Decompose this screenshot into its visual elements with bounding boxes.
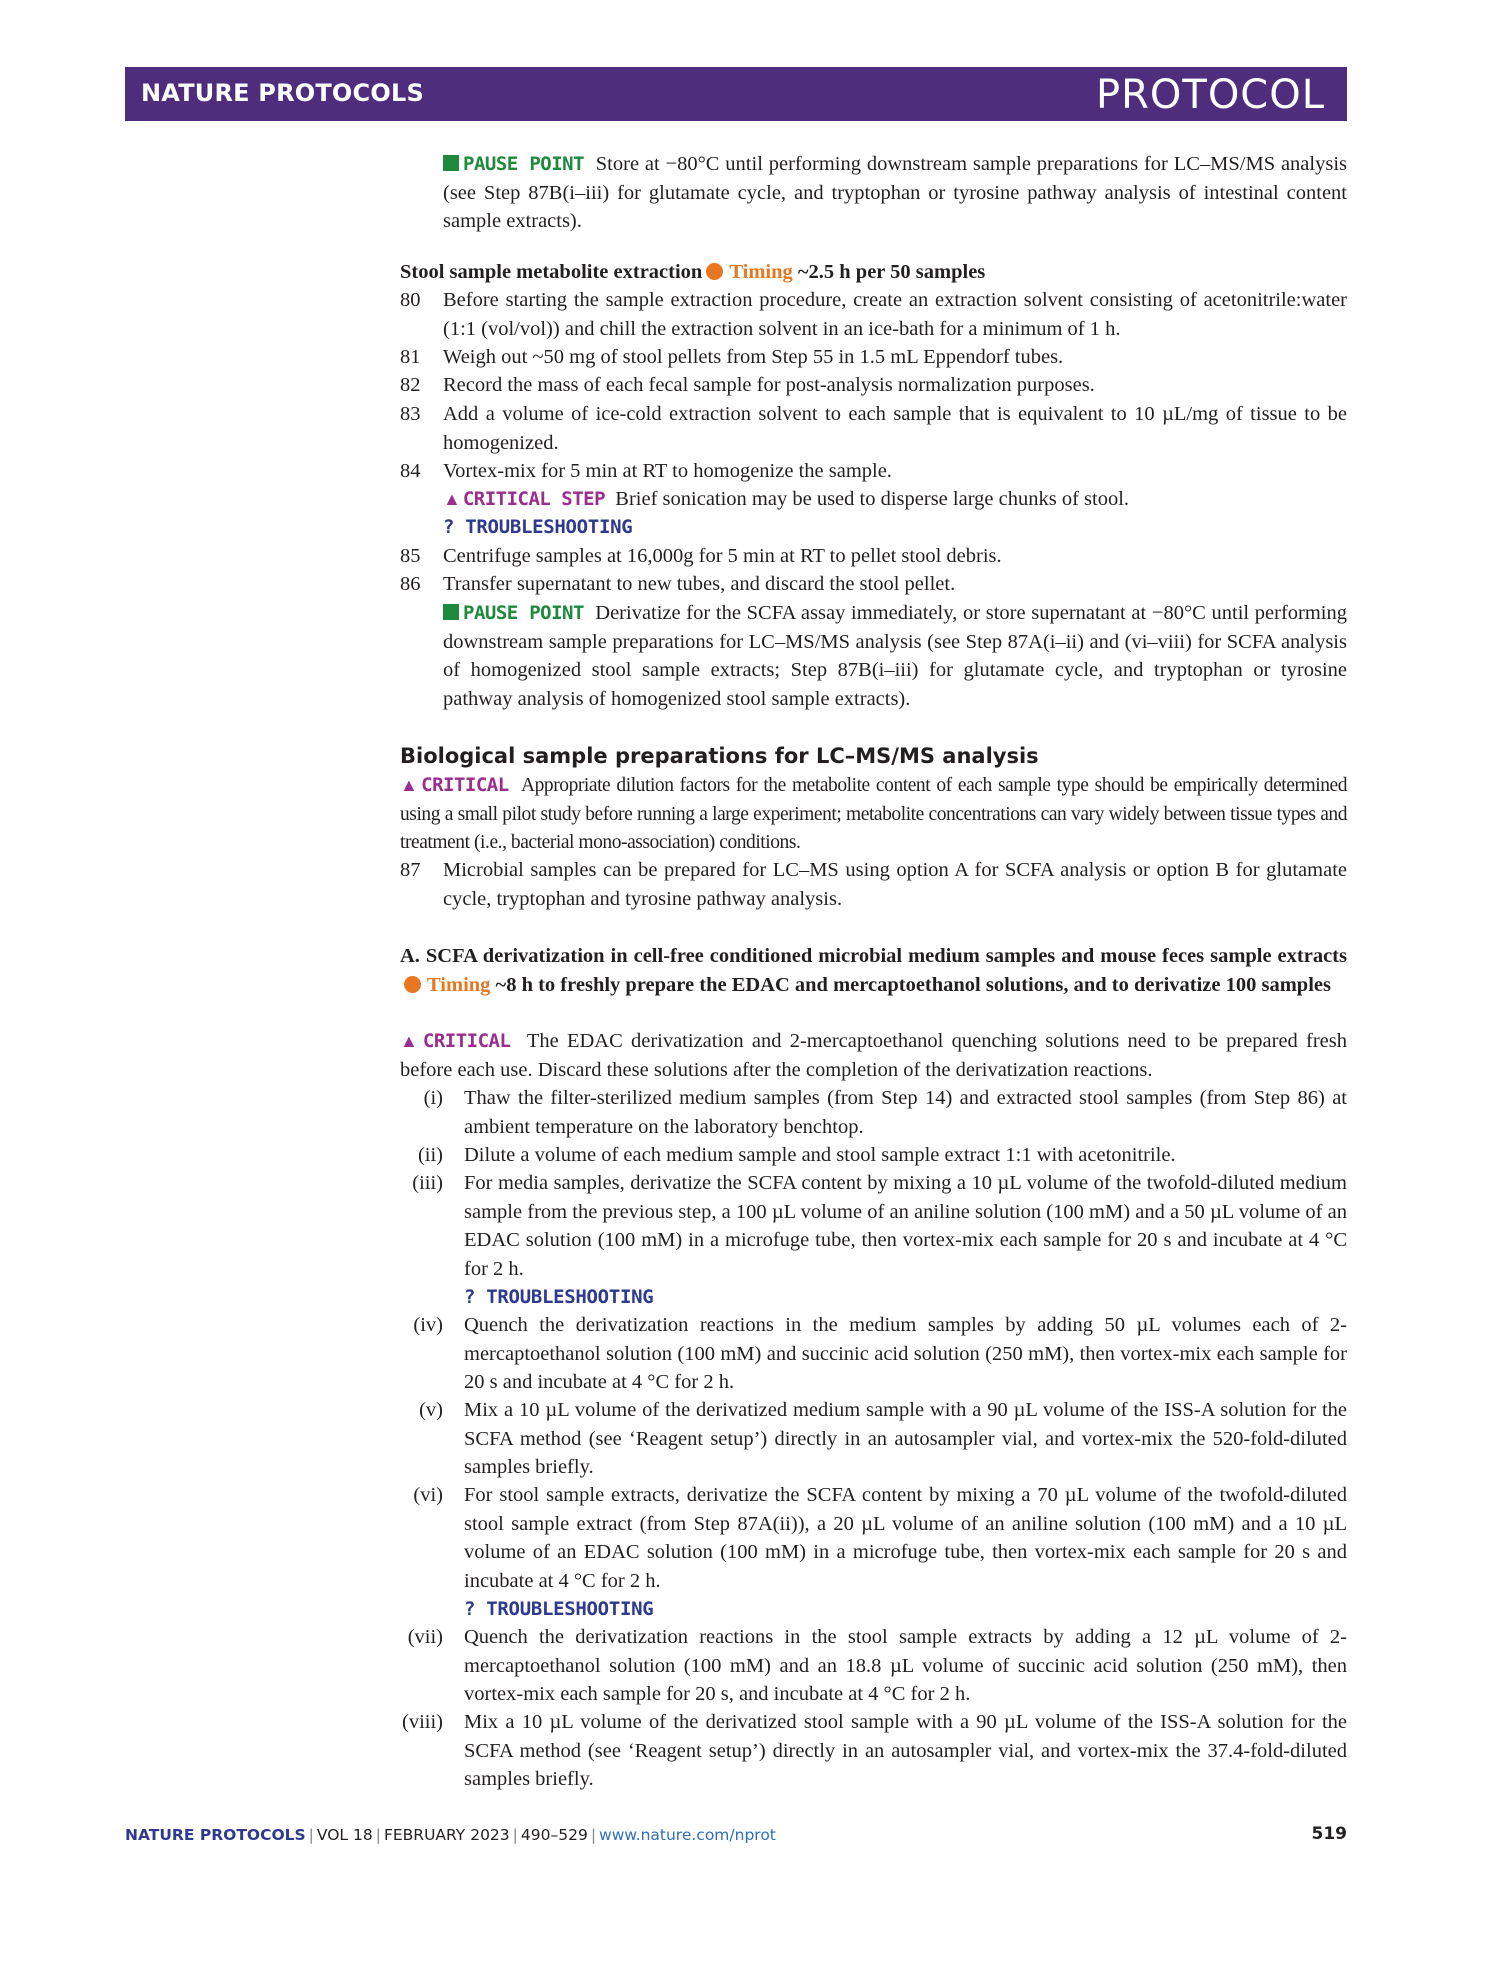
timing-dot-icon (404, 976, 421, 993)
substep-text: Thaw the filter-sterilized medium samples (from Step 14) and extracted stool samples (from Step 86) at ambient temperature on the laboratory benchtop. (464, 1087, 1347, 1138)
substep-number: (v) (419, 1399, 443, 1421)
troubleshooting-label: ? TROUBLESHOOTING (464, 1598, 654, 1620)
step-number: 86 (400, 573, 421, 595)
pause-point-2 (443, 599, 1347, 713)
footer-url-link[interactable]: www.nature.com/nprot (599, 1826, 776, 1844)
scfa-section-heading (400, 942, 1347, 999)
substep-text: For media samples, derivatize the SCFA content by mixing a 10 µL volume of the twofold-diluted medium sample from the previous step, a 100 µL volume of an aniline solution (100 mM) and a 50 µL volume of an EDAC solution (100 mM) in a microfuge tube, then vortex-mix each sample for 20 s and incubate at 4 °C for 2 h. (464, 1172, 1347, 1280)
stool-section-title: Stool sample metabolite extraction (400, 261, 703, 283)
substep-number: (i) (423, 1087, 443, 1109)
substep-text: Mix a 10 µL volume of the derivatized medium sample with a 90 µL volume of the ISS-A solution for the SCFA method (see ‘Reagent setup’) directly in an autosampler vial, and vortex-mix the 520-fold-diluted samples briefly. (464, 1399, 1347, 1478)
step-number: 87 (400, 859, 421, 881)
substep-text: Dilute a volume of each medium sample and stool sample extract 1:1 with acetonitrile. (464, 1144, 1176, 1166)
step-text: Weigh out ~50 mg of stool pellets from Step 55 in 1.5 mL Eppendorf tubes. (443, 346, 1064, 368)
step-number: 83 (400, 403, 421, 425)
step-number: 80 (400, 289, 421, 311)
pause-point-text: Store at −80°C until performing downstream sample preparations for LC–MS/MS analysis (see Step 87B(i–iii) for glutamate cycle, and tryptophan or tyrosine pathway analysis of intestinal content sample extracts). (443, 153, 1347, 232)
critical-triangle-icon: ▲ (443, 489, 461, 509)
substep-number: (ii) (417, 1144, 443, 1166)
step-text: Add a volume of ice-cold extraction solvent to each sample that is equivalent to 10 µL/mg of tissue to be homogenized. (443, 403, 1347, 454)
scfa-section-timing: ~8 h to freshly prepare the EDAC and mercaptoethanol solutions, and to derivatize 100 samples (495, 973, 1331, 996)
step-text: Centrifuge samples at 16,000g for 5 min at RT to pellet stool debris. (443, 545, 1002, 567)
critical-step-label: CRITICAL STEP (462, 488, 606, 510)
pause-point-1 (443, 150, 1347, 236)
substep-text: Mix a 10 µL volume of the derivatized stool sample with a 90 µL volume of the ISS-A solution for the SCFA method (see ‘Reagent setup’) directly in an autosampler vial, and vortex-mix the 37.4-fold-diluted samples briefly. (464, 1711, 1347, 1790)
step-text: Vortex-mix for 5 min at RT to homogenize the sample. (443, 460, 892, 482)
pause-point-label: PAUSE POINT (463, 602, 584, 624)
substep-text: Quench the derivatization reactions in the stool sample extracts by adding a 12 µL volume of 2-mercaptoethanol solution (100 mM) and an 18.8 µL volume of succinic acid solution (250 mM), then vortex-mix each sample for 20 s, and incubate at 4 °C for 2 h. (464, 1626, 1347, 1705)
troubleshooting-vi (464, 1595, 1347, 1624)
troubleshooting-label: ? TROUBLESHOOTING (443, 516, 633, 538)
critical-label: CRITICAL (422, 1030, 511, 1052)
troubleshooting-label: ? TROUBLESHOOTING (464, 1286, 654, 1308)
critical-text: The EDAC derivatization and 2-mercaptoethanol quenching solutions need to be prepared fresh before each use. Discard these solutions after the completion of the derivatization reactions. (400, 1030, 1347, 1081)
step-number: 84 (400, 460, 421, 482)
timing-label: Timing (729, 261, 793, 283)
pause-point-text: Derivatize for the SCFA assay immediately, or store supernatant at −80°C until performing downstream sample preparations for LC–MS/MS analysis (see Step 87A(i–ii) and (vi–viii) for SCFA analysis of homogenized stool sample extracts; Step 87B(i–iii) for glutamate cycle, and tryptophan or tyrosine pathway analysis of homogenized stool sample extracts). (443, 602, 1347, 710)
critical-triangle-icon: ▲ (400, 775, 420, 795)
substep-number: (iii) (412, 1172, 443, 1194)
pause-square-icon (443, 155, 459, 171)
bio-critical (400, 771, 1347, 858)
troubleshooting-iii (464, 1283, 1347, 1312)
critical-step-text: Brief sonication may be used to disperse large chunks of stool. (615, 488, 1130, 510)
step-number: 85 (400, 545, 421, 567)
step-number: 82 (400, 374, 421, 396)
critical-step-84 (443, 485, 1347, 514)
substep-number: (iv) (413, 1314, 443, 1336)
critical-label: CRITICAL (421, 774, 509, 796)
page-footer: NATURE PROTOCOLS | VOL 18 | FEBRUARY 2023 | 490–529 | www.nature.com/nprot 519 (125, 1824, 1347, 1844)
critical-text: Appropriate dilution factors for the metabolite content of each sample type should be empirically determined using a small pilot study before running a large experiment; metabolite concentrations can vary widely between tissue types and treatment (i.e., bacterial mono-association) conditions. (400, 775, 1347, 853)
bio-section-heading: Biological sample preparations for LC–MS/MS analysis (400, 744, 1039, 768)
journal-header-bar (125, 67, 1347, 121)
substep-number: (vi) (413, 1484, 443, 1506)
stool-section-heading (400, 258, 1347, 287)
scfa-section-title: A. SCFA derivatization in cell-free conditioned microbial medium samples and mouse feces sample extracts (400, 945, 1347, 967)
scfa-critical (400, 1027, 1347, 1084)
step-text: Transfer supernatant to new tubes, and discard the stool pellet. (443, 573, 956, 595)
substep-text: For stool sample extracts, derivatize the SCFA content by mixing a 70 µL volume of the twofold-diluted stool sample extract (from Step 87A(ii)), a 20 µL volume of an aniline solution (100 mM) and a 10 µL volume of an EDAC solution (100 mM) in a microfuge tube, then vortex-mix each sample for 20 s and incubate at 4 °C for 2 h. (464, 1484, 1347, 1592)
journal-name: NATURE PROTOCOLS (141, 79, 424, 107)
footer-pages: 490–529 (520, 1826, 588, 1844)
step-text: Before starting the sample extraction procedure, create an extraction solvent consisting of acetonitrile:water (1:1 (vol/vol)) and chill the extraction solvent in an ice-bath for a minimum of 1 h. (443, 289, 1347, 340)
footer-journal: NATURE PROTOCOLS (125, 1826, 306, 1844)
step-text: Microbial samples can be prepared for LC–MS using option A for SCFA analysis or option B for glutamate cycle, tryptophan and tyrosine pathway analysis. (443, 859, 1347, 910)
pause-point-label: PAUSE POINT (463, 153, 585, 175)
critical-triangle-icon: ▲ (400, 1031, 421, 1051)
troubleshooting-84 (443, 513, 1347, 542)
substep-number: (vii) (407, 1626, 443, 1648)
footer-volume: VOL 18 (316, 1826, 373, 1844)
pause-square-icon (443, 604, 459, 620)
article-type: PROTOCOL (1095, 72, 1325, 118)
step-text: Record the mass of each fecal sample for post-analysis normalization purposes. (443, 374, 1095, 396)
footer-date: FEBRUARY 2023 (383, 1826, 510, 1844)
stool-section-timing: ~2.5 h per 50 samples (797, 261, 986, 283)
substep-number: (viii) (402, 1711, 443, 1733)
substep-text: Quench the derivatization reactions in the medium samples by adding 50 µL volumes each of 2-mercaptoethanol solution (100 mM) and succinic acid solution (250 mM), then vortex-mix each sample for 20 s and incubate at 4 °C for 2 h. (464, 1314, 1347, 1393)
timing-dot-icon (706, 263, 723, 280)
page-number: 519 (1311, 1824, 1347, 1844)
timing-label: Timing (427, 973, 491, 996)
step-number: 81 (400, 346, 421, 368)
